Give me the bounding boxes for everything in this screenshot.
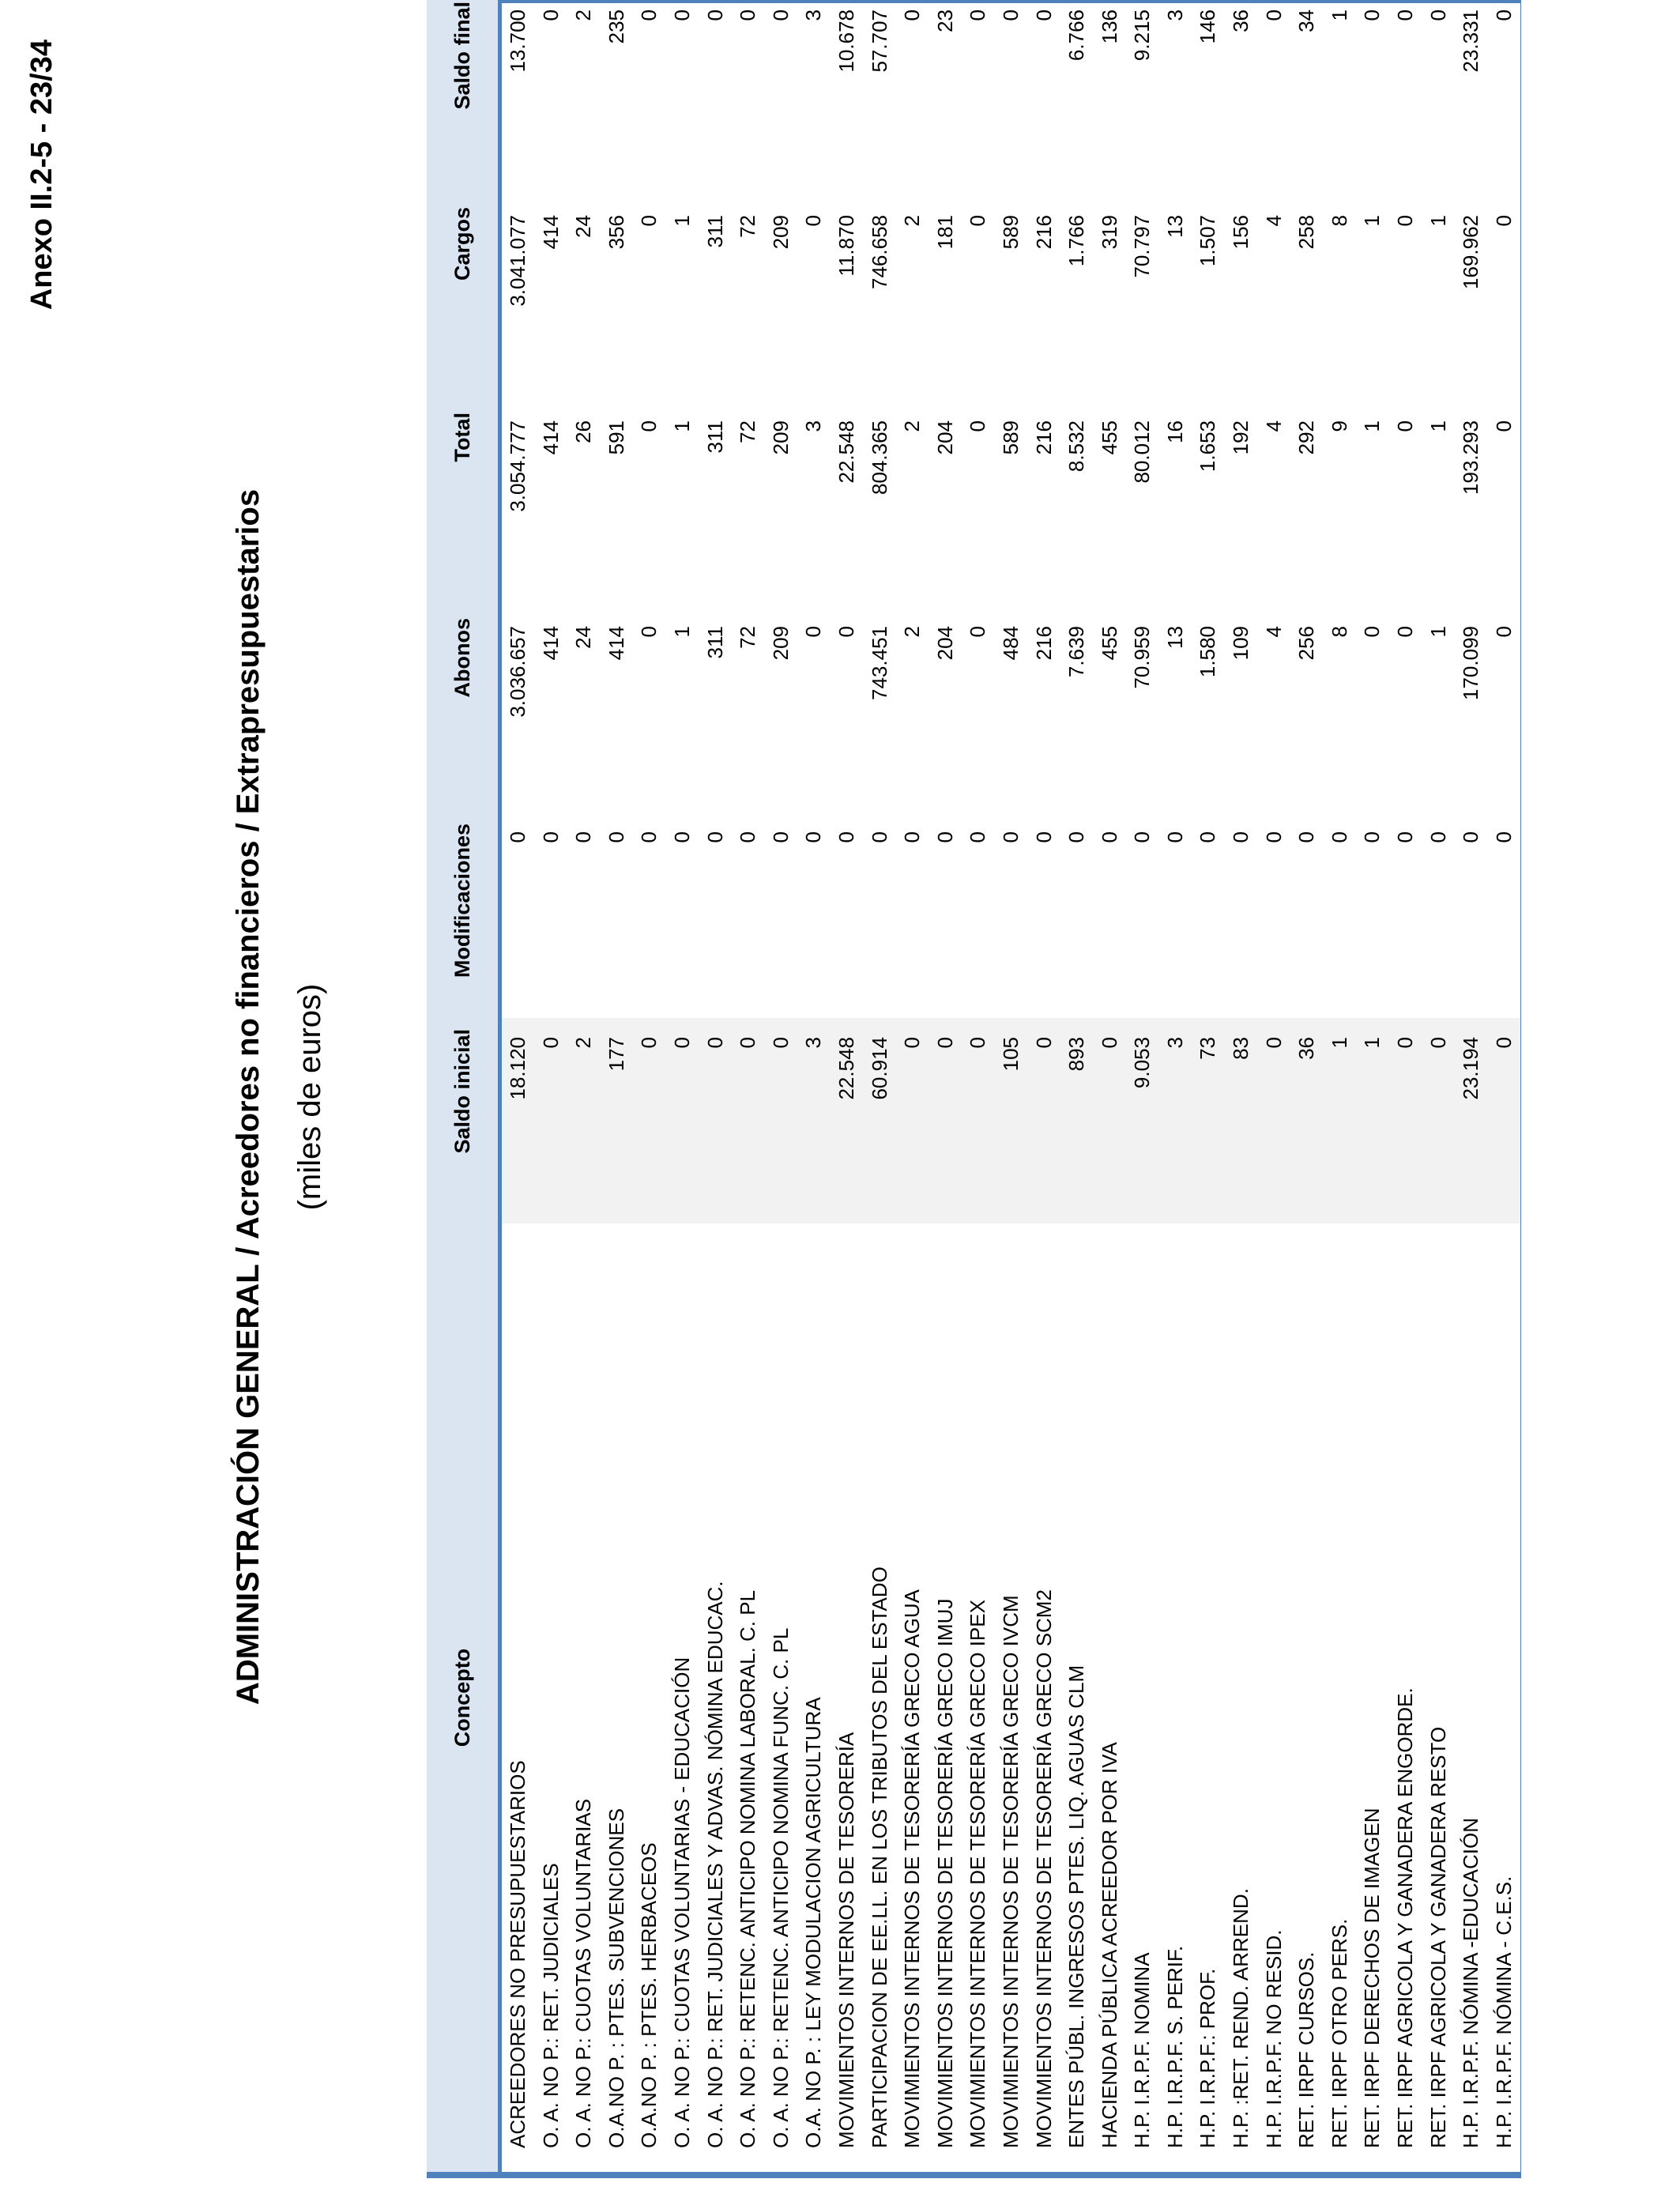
cell-cargos: 0	[966, 215, 990, 227]
cell-abonos: 1	[669, 626, 694, 638]
cell-abonos: 8	[1327, 626, 1351, 638]
cell-cargos: 258	[1294, 215, 1319, 250]
cell-total: 455	[1097, 420, 1121, 455]
table-row	[1028, 0, 1061, 2172]
cell-total: 1	[1426, 420, 1450, 432]
cell-saldo-inicial: 0	[1389, 1018, 1422, 1223]
cell-total: 204	[932, 420, 957, 455]
header-abonos: Abonos	[427, 607, 500, 812]
cell-cargos: 1	[1360, 215, 1384, 227]
table-row	[633, 0, 666, 2172]
cell-modificaciones: 0	[834, 831, 858, 843]
table-row	[831, 0, 864, 2172]
cell-concepto: RET. IRPF CURSOS.	[1294, 1951, 1319, 2148]
cell-total: 414	[538, 420, 563, 455]
cell-concepto: O.A.NO P. : PTES. HERBACEOS	[637, 1842, 661, 2148]
cell-modificaciones: 0	[736, 831, 760, 843]
header-modificaciones: Modificaciones	[427, 812, 500, 1018]
cell-abonos: 311	[703, 626, 727, 659]
cell-total: 22.548	[834, 420, 858, 484]
cell-abonos: 1	[1426, 626, 1450, 638]
cell-saldo-inicial: 83	[1225, 1018, 1258, 1223]
cell-saldo-inicial: 0	[535, 1018, 568, 1223]
cell-concepto: HACIENDA PÚBLICA ACREEDOR POR IVA	[1097, 1742, 1121, 2148]
cell-abonos: 0	[801, 626, 826, 638]
cell-cargos: 0	[801, 215, 826, 227]
cell-saldo-final: 0	[1360, 9, 1384, 21]
cell-modificaciones: 0	[1294, 831, 1319, 843]
cell-saldo-inicial: 0	[699, 1018, 733, 1223]
table-row	[1324, 0, 1357, 2172]
cell-modificaciones: 0	[998, 831, 1023, 843]
cell-cargos: 8	[1327, 215, 1351, 227]
cell-total: 3	[801, 420, 826, 432]
cell-saldo-final: 0	[998, 9, 1023, 21]
cell-saldo-inicial: 3	[1159, 1018, 1192, 1223]
cell-abonos: 484	[998, 626, 1023, 661]
cell-modificaciones: 0	[604, 831, 628, 843]
cell-cargos: 156	[1229, 215, 1253, 250]
table-row	[699, 0, 733, 2172]
cell-total: 589	[998, 420, 1023, 455]
table-row	[896, 0, 929, 2172]
cell-abonos: 455	[1097, 626, 1121, 661]
cell-cargos: 319	[1097, 215, 1121, 250]
cell-abonos: 1.580	[1196, 626, 1220, 678]
cell-concepto: O. A. NO P.: RETENC. ANTICIPO NOMINA FUNC. C. PL	[768, 1627, 793, 2148]
cell-saldo-final: 57.707	[867, 9, 891, 73]
cell-total: 4	[1261, 420, 1286, 432]
header-saldo-inicial: Saldo inicial	[427, 1018, 500, 1223]
cell-cargos: 356	[604, 215, 628, 250]
data-table	[427, 0, 1521, 2172]
cell-cargos: 0	[1393, 215, 1418, 227]
table-row	[1422, 0, 1456, 2172]
cell-total: 1.653	[1196, 420, 1220, 473]
cell-cargos: 169.962	[1459, 215, 1483, 289]
cell-saldo-final: 34	[1294, 9, 1319, 32]
cell-cargos: 2	[900, 215, 925, 227]
cell-saldo-inicial: 3	[797, 1018, 831, 1223]
cell-saldo-final: 0	[1426, 9, 1450, 21]
cell-saldo-inicial: 0	[1028, 1018, 1061, 1223]
cell-cargos: 3.041.077	[506, 215, 529, 307]
table-row	[1258, 0, 1291, 2172]
cell-total: 193.293	[1459, 420, 1483, 495]
cell-cargos: 209	[768, 215, 793, 250]
page-subtitle: (miles de euros)	[292, 983, 327, 1211]
table-row	[500, 0, 535, 2172]
cell-modificaciones: 0	[867, 831, 891, 843]
cell-total: 2	[900, 420, 925, 432]
cell-concepto: MOVIMIENTOS INTERNOS DE TESORERÍA GRECO SCM2	[1031, 1589, 1056, 2148]
cell-modificaciones: 0	[966, 831, 990, 843]
cell-total: 0	[1393, 420, 1418, 432]
cell-saldo-inicial: 0	[1422, 1018, 1456, 1223]
header-concepto: Concepto	[427, 1223, 500, 2172]
cell-modificaciones: 0	[1426, 831, 1450, 843]
cell-saldo-final: 23	[932, 9, 957, 32]
cell-total: 3.054.777	[506, 420, 529, 512]
cell-saldo-inicial: 1	[1356, 1018, 1389, 1223]
cell-cargos: 13	[1162, 215, 1187, 238]
cell-concepto: H.P. I.R.P.F. S. PERIF.	[1162, 1945, 1187, 2148]
cell-saldo-inicial: 0	[633, 1018, 666, 1223]
cell-concepto: MOVIMIENTOS INTERNOS DE TESORERÍA GRECO IMUJ	[932, 1598, 957, 2148]
cell-concepto: MOVIMIENTOS INTERNOS DE TESORERÍA GRECO IVCM	[998, 1595, 1023, 2148]
header-saldo-final: Saldo final	[427, 0, 500, 196]
cell-saldo-inicial: 22.548	[831, 1018, 864, 1223]
cell-saldo-final: 10.678	[834, 9, 858, 73]
cell-cargos: 589	[998, 215, 1023, 250]
cell-modificaciones: 0	[669, 831, 694, 843]
cell-modificaciones: 0	[1488, 812, 1521, 1018]
cell-cargos: 311	[703, 215, 727, 248]
cell-concepto: MOVIMIENTOS INTERNOS DE TESORERÍA GRECO AGUA	[900, 1589, 925, 2148]
cell-modificaciones: 0	[1327, 831, 1351, 843]
cell-modificaciones: 0	[1459, 831, 1483, 843]
cell-abonos: 414	[538, 626, 563, 661]
cell-concepto: RET. IRPF DERECHOS DE IMAGEN	[1360, 1808, 1384, 2148]
cell-saldo-final: 146	[1196, 9, 1220, 44]
cell-total: 1	[1360, 420, 1384, 432]
cell-saldo-final: 0	[768, 9, 793, 21]
table-row	[1126, 0, 1159, 2172]
cell-modificaciones: 0	[571, 831, 596, 843]
table-header-row	[427, 0, 500, 2172]
cell-modificaciones: 0	[1097, 831, 1121, 843]
cell-modificaciones: 0	[1196, 831, 1220, 843]
cell-concepto: H.P. I.R.P.F. NÓMINA - C.E.S.	[1488, 1223, 1521, 2172]
cell-total: 8.532	[1064, 420, 1089, 473]
cell-concepto: H.P. I.R.P.F.: PROF.	[1196, 1968, 1220, 2148]
cell-cargos: 0	[1488, 196, 1521, 401]
cell-saldo-inicial: 0	[1258, 1018, 1291, 1223]
cell-saldo-inicial: 73	[1192, 1018, 1225, 1223]
table-container	[427, 0, 1521, 2178]
cell-concepto: RET. IRPF OTRO PERS.	[1327, 1918, 1351, 2148]
annex-label: Anexo II.2-5 - 23/34	[25, 40, 58, 311]
cell-modificaciones: 0	[1064, 831, 1089, 843]
cell-total: 0	[637, 420, 661, 432]
cell-concepto: O. A. NO P.: RET. JUDICIALES Y ADVAS. NÓMINA EDUCAC.	[703, 1581, 727, 2148]
cell-total: 9	[1327, 420, 1351, 432]
cell-abonos: 0	[637, 626, 661, 638]
cell-modificaciones: 0	[1031, 831, 1056, 843]
table-row	[1094, 0, 1127, 2172]
cell-total: 209	[768, 420, 793, 455]
cell-modificaciones: 0	[1261, 831, 1286, 843]
cell-saldo-final: 0	[1488, 0, 1521, 196]
cell-total: 591	[604, 420, 628, 455]
cell-saldo-inicial: 36	[1290, 1018, 1324, 1223]
cell-abonos: 72	[736, 626, 760, 649]
table-body	[500, 0, 1521, 2172]
cell-saldo-inicial: 0	[765, 1018, 798, 1223]
cell-saldo-inicial: 0	[896, 1018, 929, 1223]
cell-total: 80.012	[1130, 420, 1155, 484]
cell-modificaciones: 0	[703, 831, 727, 843]
cell-saldo-inicial: 2	[567, 1018, 601, 1223]
cell-saldo-inicial: 0	[962, 1018, 995, 1223]
cell-saldo-inicial: 9.053	[1126, 1018, 1159, 1223]
cell-total: 311	[703, 420, 727, 454]
cell-saldo-inicial: 0	[1488, 1018, 1521, 1223]
cell-saldo-inicial: 893	[1060, 1018, 1094, 1223]
cell-concepto: O. A. NO P.: CUOTAS VOLUNTARIAS	[571, 1798, 596, 2148]
table-row	[1159, 0, 1192, 2172]
cell-abonos: 24	[571, 626, 596, 649]
cell-cargos: 72	[736, 215, 760, 238]
cell-saldo-inicial: 1	[1324, 1018, 1357, 1223]
cell-abonos: 0	[966, 626, 990, 638]
cell-cargos: 24	[571, 215, 596, 238]
cell-total: 0	[1488, 401, 1521, 607]
cell-saldo-final: 0	[538, 9, 563, 21]
cell-saldo-final: 2	[571, 9, 596, 21]
cell-cargos: 1.507	[1196, 215, 1220, 267]
cell-concepto: O. A. NO P.: RETENC. ANTICIPO NOMINA LABORAL. C. PL	[736, 1589, 760, 2148]
cell-abonos: 216	[1031, 626, 1056, 661]
cell-abonos: 0	[1393, 626, 1418, 638]
cell-saldo-inicial: 0	[732, 1018, 765, 1223]
cell-cargos: 4	[1261, 215, 1286, 227]
cell-abonos: 4	[1261, 626, 1286, 638]
cell-abonos: 0	[834, 626, 858, 638]
cell-abonos: 3.036.657	[506, 626, 529, 718]
cell-cargos: 11.870	[834, 215, 858, 277]
cell-saldo-final: 0	[1031, 9, 1056, 21]
cell-saldo-final: 0	[703, 9, 727, 21]
cell-saldo-final: 36	[1229, 9, 1253, 32]
cell-saldo-inicial: 0	[929, 1018, 962, 1223]
cell-cargos: 414	[538, 215, 563, 250]
cell-total: 216	[1031, 420, 1056, 455]
table-row	[666, 0, 699, 2172]
cell-total: 0	[966, 420, 990, 432]
cell-modificaciones: 0	[1130, 831, 1155, 843]
cell-abonos: 13	[1162, 626, 1187, 649]
cell-saldo-inicial: 105	[995, 1018, 1028, 1223]
header-total: Total	[427, 401, 500, 607]
cell-total: 72	[736, 420, 760, 443]
cell-cargos: 1	[1426, 215, 1450, 227]
table-row	[1290, 0, 1324, 2172]
cell-saldo-final: 0	[736, 9, 760, 21]
cell-saldo-inicial: 18.120	[500, 1018, 535, 1223]
cell-modificaciones: 0	[1393, 831, 1418, 843]
table-row	[995, 0, 1028, 2172]
cell-cargos: 1	[669, 215, 694, 227]
cell-saldo-final: 6.766	[1064, 9, 1089, 62]
cell-abonos: 743.451	[867, 626, 891, 700]
cell-total: 1	[669, 420, 694, 432]
cell-saldo-final: 0	[1261, 9, 1286, 21]
cell-abonos: 256	[1294, 626, 1319, 661]
cell-saldo-final: 235	[604, 9, 628, 44]
cell-concepto: MOVIMIENTOS INTERNOS DE TESORERÍA	[834, 1732, 858, 2148]
cell-concepto: MOVIMIENTOS INTERNOS DE TESORERÍA GRECO IPEX	[966, 1600, 990, 2148]
cell-modificaciones: 0	[1360, 831, 1384, 843]
cell-concepto: ENTES PÚBL. INGRESOS PTES. LIQ. AGUAS CLM	[1064, 1664, 1089, 2148]
cell-modificaciones: 0	[801, 831, 826, 843]
cell-total: 804.365	[867, 420, 891, 495]
table-row	[732, 0, 765, 2172]
header-cargos: Cargos	[427, 196, 500, 401]
cell-abonos: 0	[1360, 626, 1384, 638]
cell-abonos: 209	[768, 626, 793, 661]
table-row	[1356, 0, 1389, 2172]
table-row	[1455, 0, 1488, 2172]
cell-concepto: O.A.NO P. : PTES. SUBVENCIONES	[604, 1808, 628, 2148]
table-row	[765, 0, 798, 2172]
cell-modificaciones: 0	[538, 831, 563, 843]
cell-abonos: 170.099	[1459, 626, 1483, 700]
table-row	[864, 0, 897, 2172]
table-row	[962, 0, 995, 2172]
cell-abonos: 7.639	[1064, 626, 1089, 678]
cell-saldo-final: 0	[900, 9, 925, 21]
cell-total: 292	[1294, 420, 1319, 455]
cell-modificaciones: 0	[506, 831, 529, 843]
cell-total: 192	[1229, 420, 1253, 455]
table-row	[1389, 0, 1422, 2172]
cell-concepto: RET. IRPF AGRICOLA Y GANADERA ENGORDE.	[1393, 1687, 1418, 2148]
cell-saldo-final: 0	[1393, 9, 1418, 21]
cell-saldo-final: 0	[669, 9, 694, 21]
cell-saldo-final: 9.215	[1130, 9, 1155, 62]
cell-cargos: 70.797	[1130, 215, 1155, 278]
cell-concepto: ACREEDORES NO PRESUPUESTARIOS	[506, 1760, 529, 2148]
table-row	[1060, 0, 1094, 2172]
cell-saldo-final: 23.331	[1459, 9, 1483, 73]
cell-cargos: 0	[637, 215, 661, 227]
cell-saldo-final: 13.700	[506, 9, 529, 73]
cell-saldo-final: 0	[966, 9, 990, 21]
table-row	[1192, 0, 1225, 2172]
cell-modificaciones: 0	[932, 831, 957, 843]
cell-saldo-final: 136	[1097, 9, 1121, 44]
cell-concepto: O. A. NO P.: CUOTAS VOLUNTARIAS - EDUCACIÓN	[669, 1657, 694, 2148]
table-row	[1225, 0, 1258, 2172]
cell-total: 16	[1162, 420, 1187, 443]
cell-concepto: PARTICIPACION DE EE.LL. EN LOS TRIBUTOS DEL ESTADO	[867, 1566, 891, 2148]
cell-cargos: 181	[932, 215, 957, 250]
table-row	[535, 0, 568, 2172]
table-row	[929, 0, 962, 2172]
cell-concepto: H.P. :RET. REND. ARREND.	[1229, 1888, 1253, 2148]
page-title: ADMINISTRACIÓN GENERAL / Acreedores no financieros / Extrapresupuestarios	[231, 488, 266, 1706]
cell-concepto: H.P. I.R.P.F. NOMINA	[1130, 1952, 1155, 2148]
cell-saldo-inicial: 0	[666, 1018, 699, 1223]
cell-modificaciones: 0	[900, 831, 925, 843]
table-row	[601, 0, 634, 2172]
cell-abonos: 414	[604, 626, 628, 661]
cell-cargos: 1.766	[1064, 215, 1089, 267]
cell-modificaciones: 0	[768, 831, 793, 843]
cell-modificaciones: 0	[637, 831, 661, 843]
cell-abonos: 2	[900, 626, 925, 638]
cell-total: 26	[571, 420, 596, 443]
table-row	[1488, 0, 1521, 2172]
cell-concepto: H.P. I.R.P.F. NO RESID.	[1261, 1929, 1286, 2148]
cell-abonos: 109	[1229, 626, 1253, 661]
cell-saldo-inicial: 177	[601, 1018, 634, 1223]
cell-cargos: 746.658	[867, 215, 891, 289]
table-row	[567, 0, 601, 2172]
cell-abonos: 0	[1488, 607, 1521, 812]
cell-saldo-inicial: 60.914	[864, 1018, 897, 1223]
cell-saldo-inicial: 0	[1094, 1018, 1127, 1223]
cell-saldo-final: 1	[1327, 9, 1351, 21]
cell-concepto: O.A. NO P. : LEY MODULACION AGRICULTURA	[801, 1697, 826, 2148]
table-row	[797, 0, 831, 2172]
cell-saldo-final: 3	[1162, 9, 1187, 21]
cell-saldo-final: 0	[637, 9, 661, 21]
cell-concepto: RET. IRPF AGRICOLA Y GANADERA RESTO	[1426, 1726, 1450, 2148]
cell-abonos: 70.959	[1130, 626, 1155, 689]
cell-concepto: H.P. I.R.P.F. NÓMINA -EDUCACIÓN	[1459, 1817, 1483, 2148]
cell-concepto: O. A. NO P.: RET. JUDICIALES	[538, 1863, 563, 2148]
cell-saldo-inicial: 23.194	[1455, 1018, 1488, 1223]
cell-modificaciones: 0	[1162, 831, 1187, 843]
cell-saldo-final: 3	[801, 9, 826, 21]
cell-modificaciones: 0	[1229, 831, 1253, 843]
cell-abonos: 204	[932, 626, 957, 661]
cell-cargos: 216	[1031, 215, 1056, 250]
